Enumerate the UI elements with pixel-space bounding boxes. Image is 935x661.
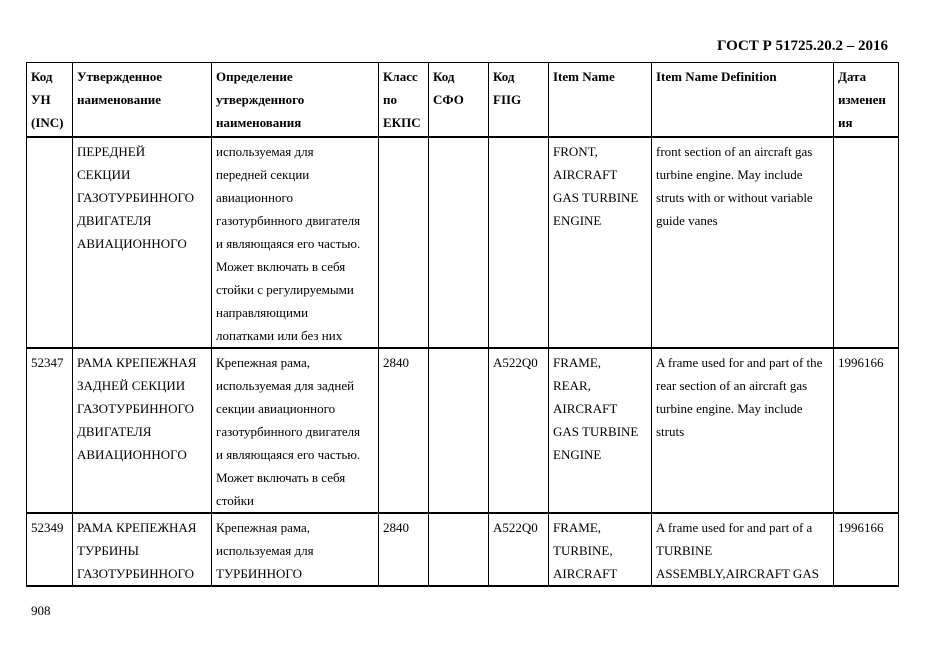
cell-name [73,137,212,348]
header-definition [212,63,379,137]
cell-item-name [549,137,652,348]
cell-line: struts with or without variable [656,189,813,205]
header-line: изменен [838,92,886,107]
cell-class [379,348,429,513]
header-item-name [549,63,652,137]
cell-line: Может включать в себя [216,258,346,274]
header-line: Класс [383,69,418,84]
header-inc [27,63,73,137]
cell-line: REAR, [553,377,591,393]
cell-line: 1996166 [838,354,884,370]
cell-line: A522Q0 [493,354,538,370]
cell-class [379,513,429,586]
cell-line: 2840 [383,519,409,535]
cell-line: FRAME, [553,354,602,370]
cell-line: ГАЗОТУРБИННОГО [77,400,195,416]
cell-line: AIRCRAFT [553,400,618,416]
cell-class [379,137,429,348]
table-row [27,348,899,513]
cell-line: используемая для [216,542,314,558]
cell-line: СЕКЦИИ [77,166,131,182]
cell-line: ДВИГАТЕЛЯ [77,212,152,228]
header-line: СФО [433,92,464,107]
cell-line: направляющими [216,304,309,320]
cell-item-definition [652,137,834,348]
cell-item-name [549,348,652,513]
cell-line: front section of an aircraft gas [656,143,813,159]
cell-line: стойки [216,492,255,508]
cell-line: FRONT, [553,143,598,159]
cell-inc [27,513,73,586]
cell-line: ГАЗОТУРБИННОГО [77,565,195,581]
cell-line: GAS TURBINE [553,189,639,205]
cell-fiig [489,137,549,348]
cell-inc [27,348,73,513]
cell-line: секции авиационного [216,400,336,416]
cell-line: авиационного [216,189,293,205]
cell-line: лопатками или без них [216,327,343,343]
cell-definition [212,348,379,513]
cell-line: передней секции [216,166,310,182]
cell-line: РАМА КРЕПЕЖНАЯ [77,354,197,370]
cell-line: FRAME, [553,519,602,535]
cell-line: GAS TURBINE [553,423,639,439]
page-number: 908 [31,603,51,618]
cell-line: turbine engine. May include [656,400,803,416]
table-row [27,137,899,348]
header-line: FIIG [493,92,522,107]
cell-line: газотурбинного двигателя [216,212,361,228]
cell-line: 1996166 [838,519,884,535]
header-item-definition [652,63,834,137]
cell-line: Крепежная рама, [216,354,311,370]
catalog-table [26,62,899,587]
cell-line: guide vanes [656,212,718,228]
cell-line: AIRCRAFT [553,166,618,182]
cell-line: АВИАЦИОННОГО [77,446,187,462]
cell-line: ГАЗОТУРБИННОГО [77,189,195,205]
cell-sfo [429,137,489,348]
cell-line: Может включать в себя [216,469,346,485]
cell-line: AIRCRAFT [553,565,618,581]
cell-fiig [489,348,549,513]
cell-line: A frame used for and part of a [656,519,813,535]
header-line: по [383,92,397,107]
cell-date [834,513,899,586]
cell-definition [212,137,379,348]
cell-sfo [429,348,489,513]
header-fiig [489,63,549,137]
cell-line: используемая для [216,143,314,159]
cell-line: turbine engine. May include [656,166,803,182]
cell-line: ПЕРЕДНЕЙ [77,143,146,159]
cell-line: ENGINE [553,212,602,228]
header-line: наименование [77,92,162,107]
document-title: ГОСТ Р 51725.20.2 – 2016 [716,38,888,54]
header-sfo [429,63,489,137]
cell-line: ТУРБИННОГО [216,565,302,581]
cell-line: газотурбинного двигателя [216,423,361,439]
header-name [73,63,212,137]
cell-name [73,513,212,586]
table-row [27,513,899,586]
cell-line: TURBINE [656,542,713,558]
header-line: утвержденного [216,92,305,107]
cell-line: ENGINE [553,446,602,462]
cell-line: РАМА КРЕПЕЖНАЯ [77,519,197,535]
header-date [834,63,899,137]
cell-line: rear section of an aircraft gas [656,377,808,393]
cell-item-definition [652,348,834,513]
cell-line: TURBINE, [553,542,613,558]
cell-date [834,348,899,513]
header-class [379,63,429,137]
cell-line: ЗАДНЕЙ СЕКЦИИ [77,377,186,393]
cell-line: используемая для задней [216,377,355,393]
cell-item-name [549,513,652,586]
cell-line: 52347 [31,354,64,370]
cell-line: A frame used for and part of the [656,354,823,370]
cell-item-definition [652,513,834,586]
cell-sfo [429,513,489,586]
cell-line: ТУРБИНЫ [77,542,139,558]
cell-line: стойки с регулируемыми [216,281,354,297]
cell-line: ДВИГАТЕЛЯ [77,423,152,439]
header-line: Код [433,69,455,84]
cell-inc [27,137,73,348]
cell-line: 2840 [383,354,409,370]
cell-fiig [489,513,549,586]
cell-date [834,137,899,348]
cell-line: A522Q0 [493,519,538,535]
header-line: Item Name Definition [656,69,777,84]
header-line: Код [31,69,53,84]
header-line: Код [493,69,515,84]
header-line: Утвержденное [77,69,162,84]
header-line: ия [838,115,853,130]
cell-line: Крепежная рама, [216,519,311,535]
header-line: Item Name [553,69,615,84]
header-line: наименования [216,115,302,130]
cell-line: АВИАЦИОННОГО [77,235,187,251]
table-header-row [27,63,899,137]
header-line: УН [31,92,51,107]
cell-line: struts [656,423,685,439]
cell-line: и являющаяся его частью. [216,235,361,251]
header-line: Дата [838,69,867,84]
cell-definition [212,513,379,586]
header-line: ЕКПС [383,115,421,130]
cell-line: 52349 [31,519,64,535]
cell-line: ASSEMBLY,AIRCRAFT GAS [656,565,819,581]
cell-line: и являющаяся его частью. [216,446,361,462]
header-line: Определение [216,69,293,84]
cell-name [73,348,212,513]
header-line: (INC) [31,115,64,130]
